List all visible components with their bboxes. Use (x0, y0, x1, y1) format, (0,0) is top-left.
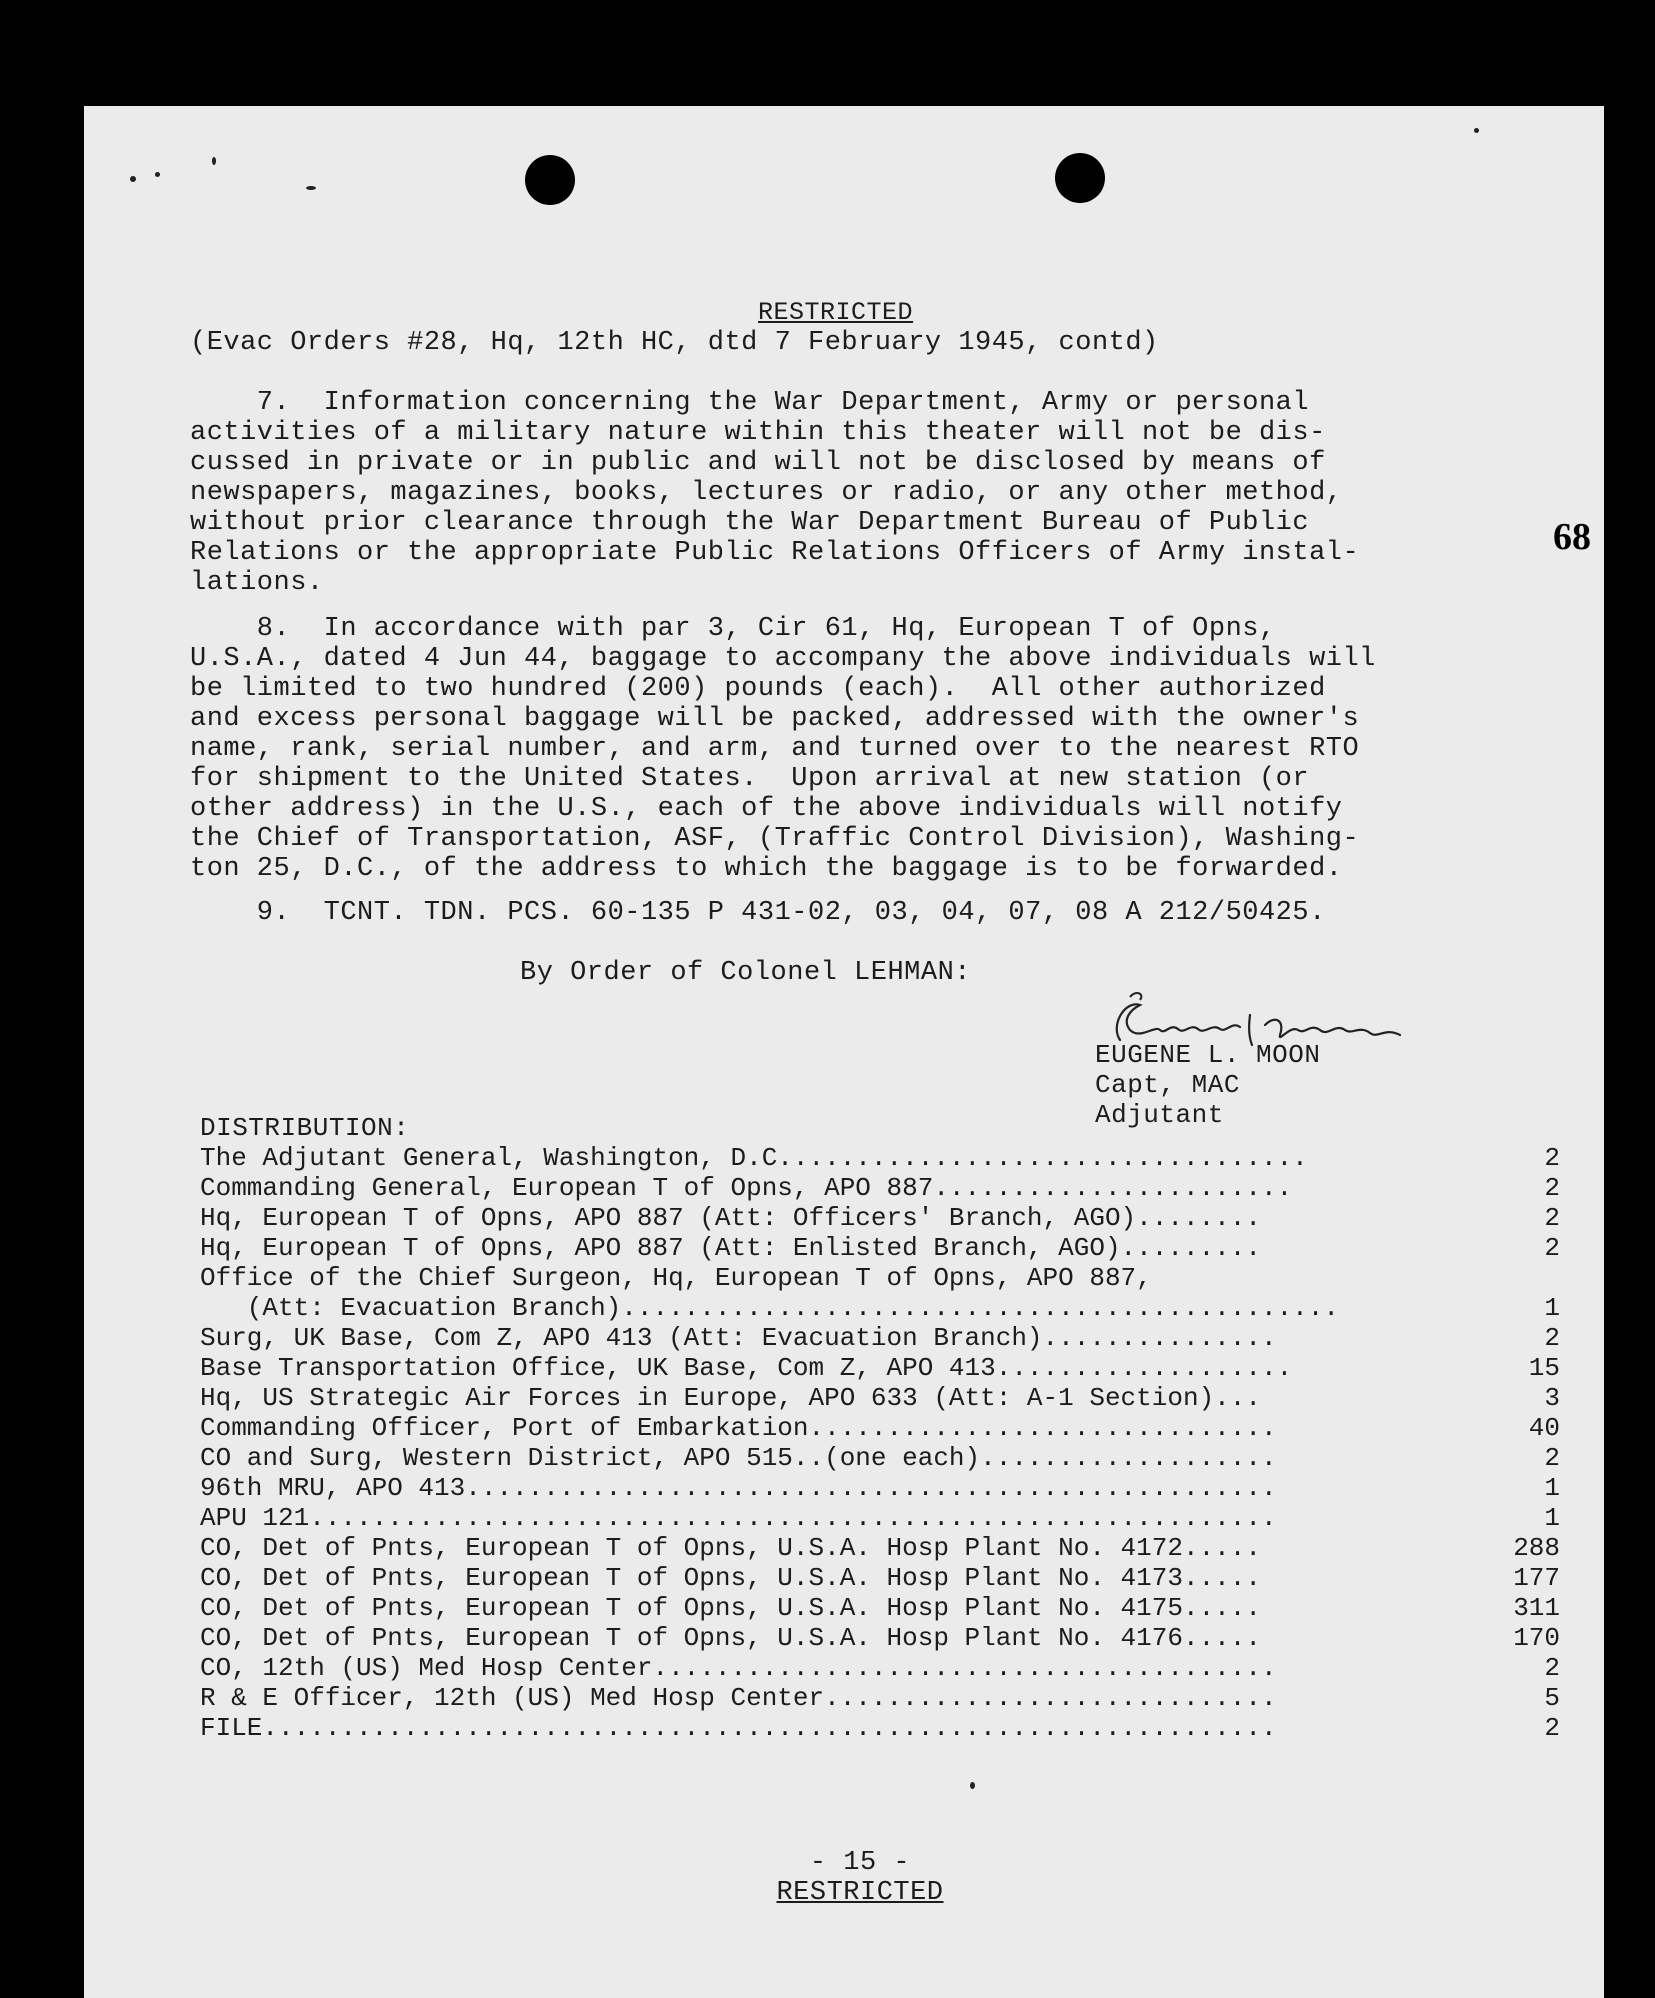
paragraph-line: and excess personal baggage will be packed, addressed with the owner's (190, 704, 1360, 734)
distribution-recipient: R & E Officer, 12th (US) Med Hosp Center............................. (200, 1683, 1277, 1713)
distribution-recipient: FILE................................................................. (200, 1713, 1277, 1743)
paragraph-line: lations. (190, 568, 324, 598)
distribution-recipient: CO, Det of Pnts, European T of Opns, U.S.A. Hosp Plant No. 4173..... (200, 1563, 1261, 1593)
speck (970, 1782, 975, 1789)
distribution-count: 5 (1544, 1683, 1560, 1713)
distribution-count: 15 (1528, 1353, 1560, 1383)
speck (155, 172, 160, 177)
distribution-count: 2 (1544, 1203, 1560, 1233)
distribution-count: 1 (1544, 1503, 1560, 1533)
distribution-count: 2 (1544, 1323, 1560, 1353)
distribution-row (200, 1503, 1560, 1533)
distribution-recipient: CO, 12th (US) Med Hosp Center........................................ (200, 1653, 1277, 1683)
distribution-count: 2 (1544, 1443, 1560, 1473)
paragraph-line: 8. In accordance with par 3, Cir 61, Hq, European T of Opns, (190, 614, 1276, 644)
margin-number: 68 (1553, 516, 1591, 558)
paragraph-line: newspapers, magazines, books, lectures or radio, or any other method, (190, 478, 1343, 508)
distribution-count: 1 (1544, 1293, 1560, 1323)
distribution-row (200, 1413, 1560, 1443)
distribution-row (200, 1533, 1560, 1563)
distribution-recipient: Base Transportation Office, UK Base, Com Z, APO 413................... (200, 1353, 1293, 1383)
distribution-recipient: Hq, European T of Opns, APO 887 (Att: Enlisted Branch, AGO)......... (200, 1233, 1261, 1263)
speck (130, 176, 136, 182)
distribution-row (200, 1233, 1560, 1263)
distribution-row (200, 1713, 1560, 1743)
page-number: - 15 - (809, 1848, 911, 1878)
distribution-recipient: Office of the Chief Surgeon, Hq, European T of Opns, APO 887, (200, 1263, 1152, 1293)
distribution-row (200, 1443, 1560, 1473)
distribution-row (200, 1143, 1560, 1173)
distribution-recipient: APU 121.............................................................. (200, 1503, 1277, 1533)
distribution-row (200, 1623, 1560, 1653)
paragraph-line: other address) in the U.S., each of the above individuals will notify (190, 794, 1343, 824)
paragraph-line: name, rank, serial number, and arm, and turned over to the nearest RTO (190, 734, 1360, 764)
paragraph-line: 7. Information concerning the War Department, Army or personal (190, 388, 1310, 418)
distribution-recipient: Surg, UK Base, Com Z, APO 413 (Att: Evacuation Branch)............... (200, 1323, 1277, 1353)
header-reference: (Evac Orders #28, Hq, 12th HC, dtd 7 February 1945, contd) (190, 328, 1159, 358)
signatory-rank: Capt, MAC (1095, 1070, 1240, 1100)
distribution-count: 40 (1528, 1413, 1560, 1443)
distribution-count: 177 (1513, 1563, 1560, 1593)
distribution-recipient: Hq, European T of Opns, APO 887 (Att: Officers' Branch, AGO)........ (200, 1203, 1261, 1233)
distribution-row (200, 1683, 1560, 1713)
paragraph-line: for shipment to the United States. Upon arrival at new station (or (190, 764, 1310, 794)
distribution-count: 1 (1544, 1473, 1560, 1503)
distribution-count: 3 (1544, 1383, 1560, 1413)
distribution-count: 288 (1513, 1533, 1560, 1563)
paragraph-line: Relations or the appropriate Public Relations Officers of Army instal- (190, 538, 1360, 568)
distribution-recipient: 96th MRU, APO 413.................................................... (200, 1473, 1277, 1503)
distribution-row (200, 1263, 1560, 1293)
distribution-row (200, 1593, 1560, 1623)
distribution-row (200, 1203, 1560, 1233)
punch-hole-left (525, 155, 575, 205)
distribution-recipient: (Att: Evacuation Branch).............................................. (200, 1293, 1339, 1323)
distribution-count: 311 (1513, 1593, 1560, 1623)
distribution-row (200, 1473, 1560, 1503)
distribution-row (200, 1353, 1560, 1383)
speck (1474, 128, 1479, 133)
distribution-recipient: Hq, US Strategic Air Forces in Europe, APO 633 (Att: A-1 Section)... (200, 1383, 1261, 1413)
distribution-count: 2 (1544, 1713, 1560, 1743)
footer-classification: RESTRICTED (776, 1878, 944, 1908)
distribution-recipient: CO, Det of Pnts, European T of Opns, U.S.A. Hosp Plant No. 4172..... (200, 1533, 1261, 1563)
signatory-name: EUGENE L. MOON (1095, 1040, 1321, 1070)
distribution-count: 2 (1544, 1173, 1560, 1203)
distribution-recipient: The Adjutant General, Washington, D.C.................................. (200, 1143, 1308, 1173)
paragraph-line: activities of a military nature within this theater will not be dis- (190, 418, 1326, 448)
paragraph-line: ton 25, D.C., of the address to which the baggage is to be forwarded. (190, 854, 1343, 884)
distribution-count: 2 (1544, 1233, 1560, 1263)
distribution-recipient: Commanding General, European T of Opns, APO 887....................... (200, 1173, 1293, 1203)
distribution-heading: DISTRIBUTION: (200, 1113, 410, 1143)
distribution-row (200, 1653, 1560, 1683)
distribution-count: 2 (1544, 1653, 1560, 1683)
speck (212, 157, 216, 165)
paragraph-line: without prior clearance through the War Department Bureau of Public (190, 508, 1310, 538)
distribution-row (200, 1383, 1560, 1413)
paragraph-line: be limited to two hundred (200) pounds (each). All other authorized (190, 674, 1326, 704)
distribution-recipient: Commanding Officer, Port of Embarkation.............................. (200, 1413, 1277, 1443)
header-classification: RESTRICTED (758, 298, 914, 327)
distribution-count: 170 (1513, 1623, 1560, 1653)
distribution-count: 2 (1544, 1143, 1560, 1173)
distribution-row (200, 1293, 1560, 1323)
distribution-row (200, 1173, 1560, 1203)
distribution-row (200, 1323, 1560, 1353)
speck (306, 186, 316, 190)
signatory-title: Adjutant (1095, 1100, 1224, 1130)
paragraph-line: cussed in private or in public and will not be disclosed by means of (190, 448, 1326, 478)
distribution-row (200, 1563, 1560, 1593)
by-order-line: By Order of Colonel LEHMAN: (520, 958, 971, 988)
paragraph-line: U.S.A., dated 4 Jun 44, baggage to accompany the above individuals will (190, 644, 1376, 674)
punch-hole-right (1055, 153, 1105, 203)
paragraph-9: 9. TCNT. TDN. PCS. 60-135 P 431-02, 03, 04, 07, 08 A 212/50425. (190, 898, 1326, 928)
distribution-recipient: CO, Det of Pnts, European T of Opns, U.S.A. Hosp Plant No. 4176..... (200, 1623, 1261, 1653)
paragraph-line: the Chief of Transportation, ASF, (Traffic Control Division), Washing- (190, 824, 1360, 854)
distribution-recipient: CO, Det of Pnts, European T of Opns, U.S.A. Hosp Plant No. 4175..... (200, 1593, 1261, 1623)
distribution-recipient: CO and Surg, Western District, APO 515..(one each)................... (200, 1443, 1277, 1473)
